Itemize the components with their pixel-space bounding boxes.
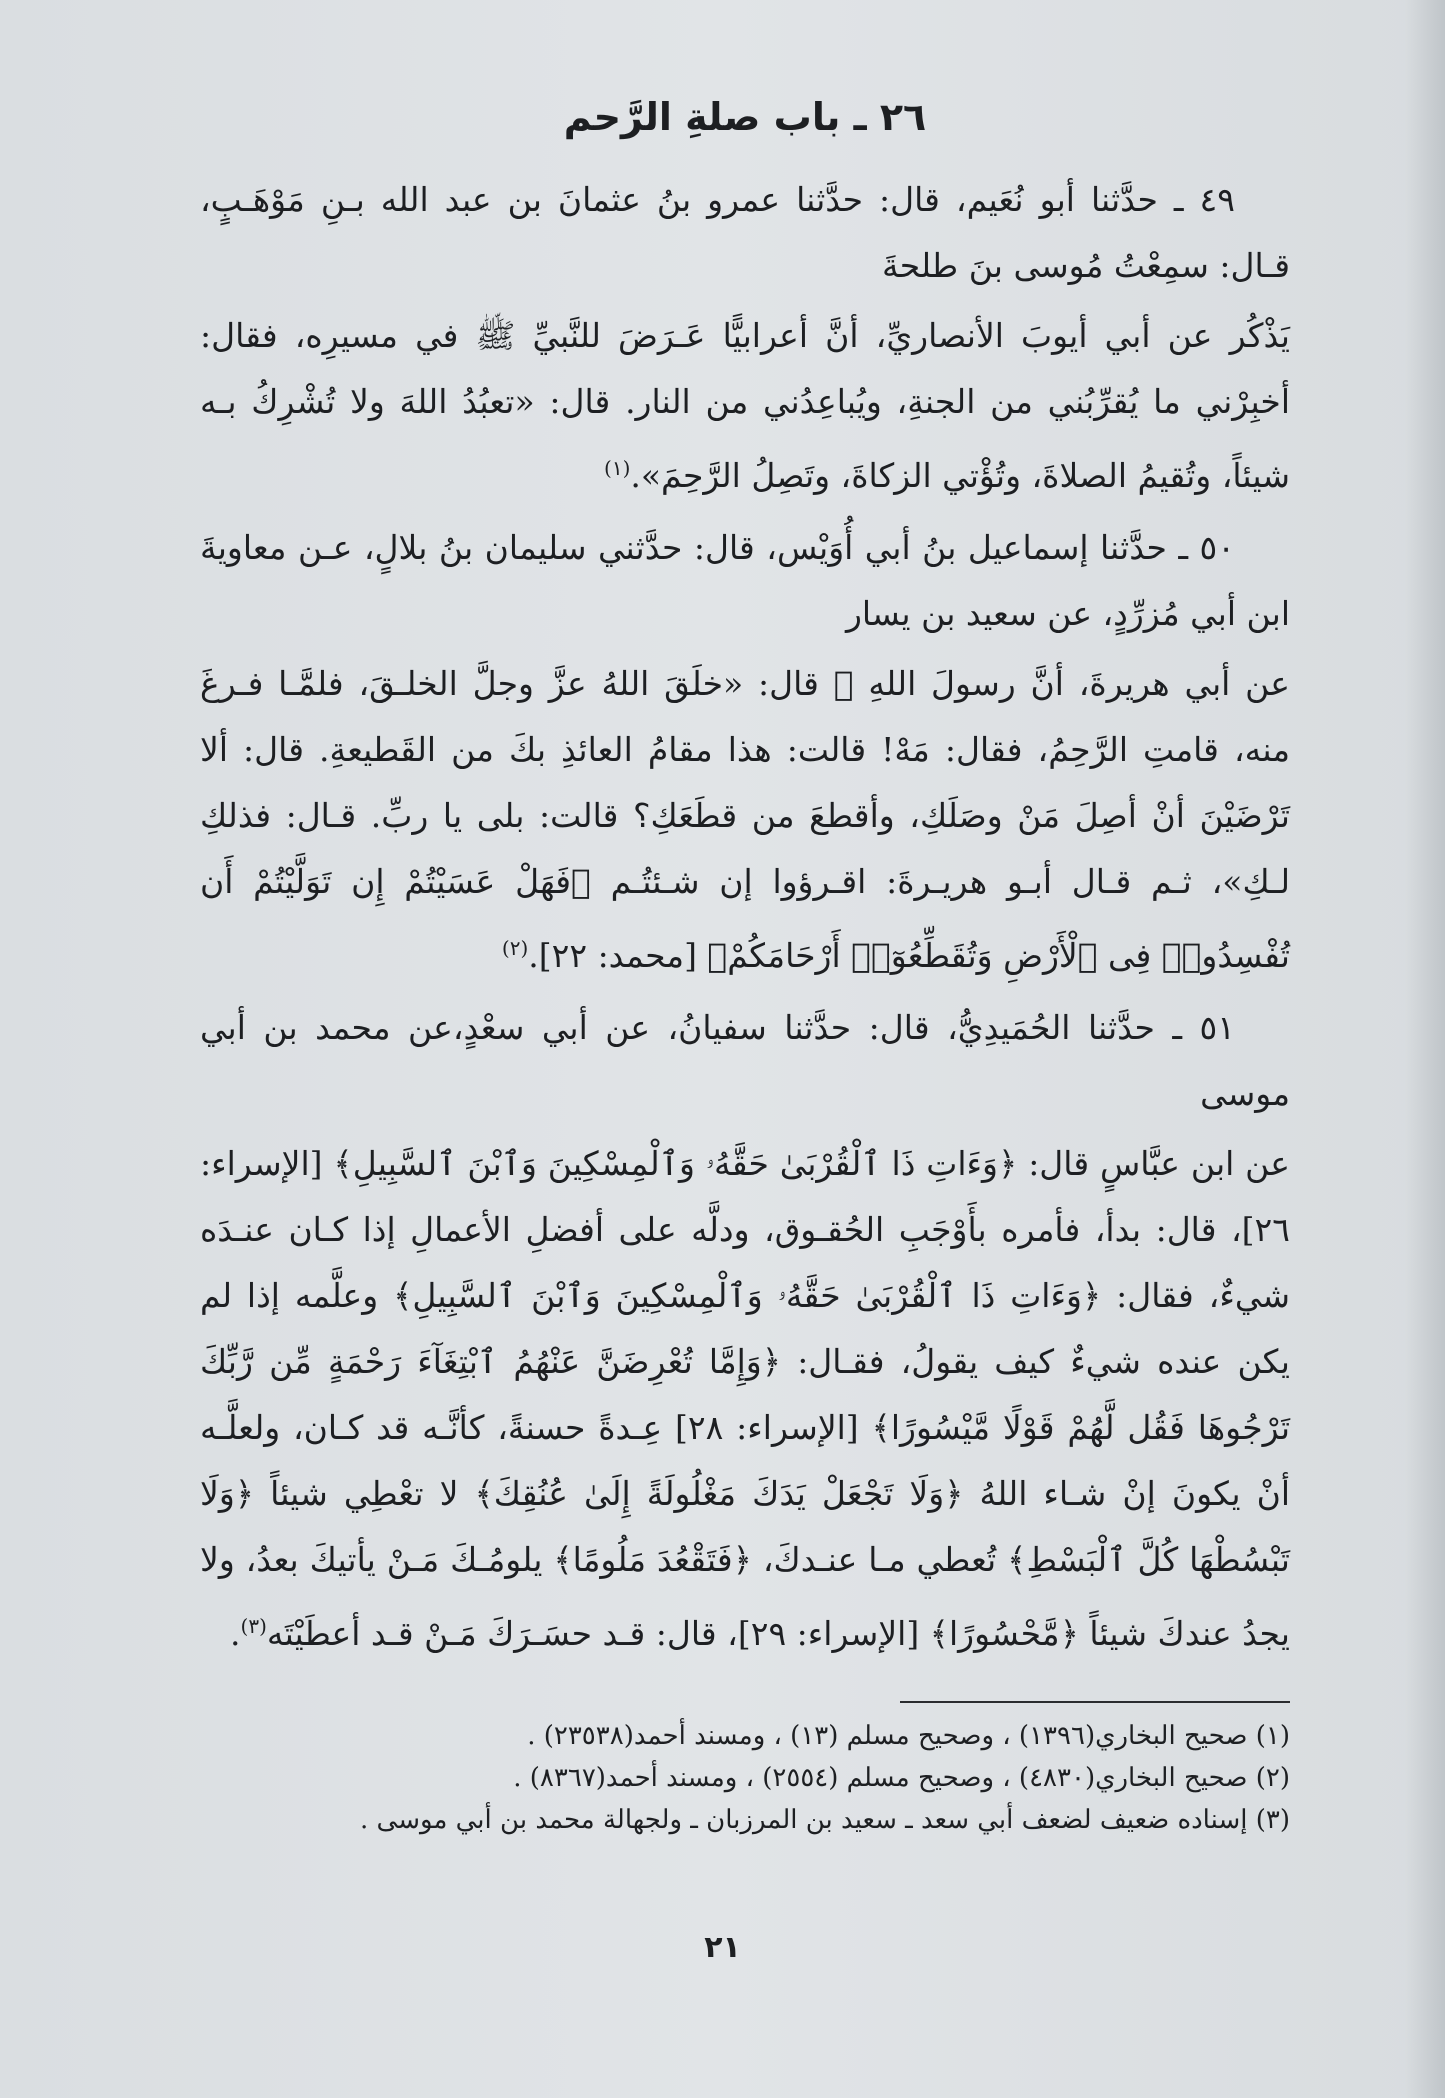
page-number: ٢١ <box>704 1930 741 1965</box>
footnote-ref-2[interactable]: (٢) <box>501 936 529 960</box>
hadith-50-isnad-text: ٥٠ ـ حدَّثنا إسماعيل بنُ أبي أُوَيْس، قال: حدَّثني سليمان بنُ بلالٍ، عـن معاويةَ ابن أبي مُزرِّدٍ، عن سعيد بن يسار <box>200 528 1290 633</box>
hadith-49-matn <box>200 303 1290 509</box>
hadith-51-isnad-text: ٥١ ـ حدَّثنا الحُمَيدِيُّ، قال: حدَّثنا سفيانُ، عن أبي سعْدٍ،عن محمد بن أبي موسى <box>200 1008 1290 1113</box>
hadith-49-matn-text: يَذْكُر عن أبي أيوبَ الأنصاريِّ، أنَّ أعرابيًّا عَـرَضَ للنَّبيِّ ﷺ في مسيرِه، فقال: أخبِرْني ما يُقرِّبُني من الجنةِ، ويُباعِدُني من النار. قال: «تعبُدُ اللهَ ولا تُشْرِكُ بـه شيئاً، وتُقيمُ الصلاةَ، وتُؤْتي الزكاةَ، وتَصِلُ الرَّحِمَ». <box>200 316 1290 495</box>
hadith-50-matn-text: عن أبي هريرةَ، أنَّ رسولَ اللهِ ﷺ قال: «خلَقَ اللهُ عزَّ وجلَّ الخلـقَ، فلمَّـا فـرغَ منه، قامتِ الرَّحِمُ، فقال: مَهْ! قالت: هذا مقامُ العائذِ بكَ من القَطيعةِ. قال: ألا تَرْضَيْنَ أنْ أصِلَ مَنْ وصَلَكِ، وأقطعَ من قطَعَكِ؟ قالت: بلى يا ربِّ. قـال: فذلكِ لـكِ»، ثـم قـال أبـو هريـرةَ: اقـرؤوا إن شـئتُـم ﴿فَهَلْ عَسَيْتُمْ إِن تَوَلَّيْتُمْ أَن تُفْسِدُوا۟ فِى ٱلْأَرْضِ وَتُقَطِّعُوٓا۟ أَرْحَامَكُمْ﴾ [محمد: ٢٢]. <box>200 664 1290 975</box>
page-spine-shadow <box>1405 0 1445 2098</box>
page-content <box>200 95 1290 1841</box>
chapter-title: ٢٦ ـ باب صلةِ الرَّحم <box>563 95 927 139</box>
hadith-49-isnad <box>200 167 1290 299</box>
footnote-separator <box>900 1701 1290 1703</box>
hadith-51-isnad <box>200 995 1290 1127</box>
footnote-ref-3[interactable]: (٣) <box>240 1614 267 1638</box>
hadith-51-matn: عن ابن عبَّاسٍ قال: ﴿وَءَاتِ ذَا ٱلْقُرْبَىٰ حَقَّهُۥ وَٱلْمِسْكِينَ وَٱبْنَ ٱلسَّبِيلِ﴾ [الإسراء: ٢٦]، قال: بدأ، فأمره بأَوْجَبِ الحُقـوق، ودلَّه على أفضلِ الأعمالِ إذا كـان عنـدَه شيءٌ، فقال: ﴿وَءَاتِ ذَا ٱلْقُرْبَىٰ حَقَّهُۥ وَٱلْمِسْكِينَ وَٱبْنَ ٱلسَّبِيلِ﴾ وعلَّمه إذا لم يكن عنده شيءٌ كيف يقولُ، فقـال: ﴿وَإِمَّا تُعْرِضَنَّ عَنْهُمُ ٱبْتِغَآءَ رَحْمَةٍ مِّن رَّبِّكَ تَرْجُوهَا فَقُل لَّهُمْ قَوْلًا مَّيْسُورًا﴾ [الإسراء: ٢٨] عِـدةً حسنةً، كأنَّـه قد كـان، ولعلَّـه أنْ يكونَ إنْ شـاء اللهُ ﴿وَلَا تَجْعَلْ يَدَكَ مَغْلُولَةً إِلَىٰ عُنُقِكَ﴾ لا تعْطِي شيئاً ﴿وَلَا تَبْسُطْهَا كُلَّ ٱلْبَسْطِ﴾ تُعطي مـا عنـدكَ، ﴿فَتَقْعُدَ مَلُومًا﴾ يلومُـكَ مَـنْ يأتيكَ بعدُ، ولا يجدُ عندكَ شيئاً ﴿مَّحْسُورًا﴾ [الإسراء: ٢٩]، قال: قـد حسَـرَكَ مَـنْ قـد أعطَيْتَه$^{(٣)}$. <box>200 1144 1291 1653</box>
hadith-51-matn-text: عن ابن عبَّاسٍ قال: ﴿وَءَاتِ ذَا ٱلْقُرْبَىٰ حَقَّهُۥ وَٱلْمِسْكِينَ وَٱبْنَ ٱلسَّبِيلِ﴾ [الإسراء: ٢٦]، قال: بدأ، فأمره بأَوْجَبِ الحُقـوق، ودلَّه على أفضلِ الأعمالِ إذا كـان عنـدَه شيءٌ، فقال: ﴿وَءَاتِ ذَا ٱلْقُرْبَىٰ حَقَّهُۥ وَٱلْمِسْكِينَ وَٱبْنَ ٱلسَّبِيلِ﴾ وعلَّمه إذا لم يكن عنده شيءٌ كيف يقولُ، فقـال: ﴿وَإِمَّا تُعْرِضَنَّ عَنْهُمُ ٱبْتِغَآءَ رَحْمَةٍ مِّن رَّبِّكَ تَرْجُوهَا فَقُل لَّهُمْ قَوْلًا مَّيْسُورًا﴾ [الإسراء: ٢٨] عِـدةً حسنةً، كأنَّـه قد كـان، ولعلَّـه أنْ يكونَ إنْ شـاء اللهُ ﴿وَلَا تَجْعَلْ يَدَكَ مَغْلُولَةً إِلَىٰ عُنُقِكَ﴾ لا تعْطِي شيئاً ﴿وَلَا تَبْسُطْهَا كُلَّ ٱلْبَسْطِ﴾ تُعطي مـا عنـدكَ، ﴿فَتَقْعُدَ مَلُومًا﴾ يلومُـكَ مَـنْ يأتيكَ بعدُ، ولا يجدُ عندكَ شيئاً ﴿مَّحْسُورًا﴾ [الإسراء: ٢٩]، قال: قـد حسَـرَكَ مَـنْ قـد أعطَيْتَه <box>200 1144 1291 1653</box>
hadith-50-matn <box>200 651 1290 989</box>
footnote-3: (٣) إسناده ضعيف لضعف أبي سعد ـ سعيد بن المرزبان ـ ولجهالة محمد بن أبي موسى . <box>360 1805 1290 1835</box>
footnote-1: (١) صحيح البخاري(١٣٩٦) ، وصحيح مسلم (١٣) ، ومسند أحمد(٢٣٥٣٨) . <box>527 1721 1290 1751</box>
footnote-ref-1[interactable]: (١) <box>604 456 631 480</box>
hadith-49-isnad-text: ٤٩ ـ حدَّثنا أبو نُعَيم، قال: حدَّثنا عمرو بنُ عثمانَ بن عبد الله بـنِ مَوْهَـبٍ، قـال: سمِعْتُ مُوسى بنَ طلحةَ <box>200 180 1290 285</box>
footnote-2: (٢) صحيح البخاري(٤٨٣٠) ، وصحيح مسلم (٢٥٥٤) ، ومسند أحمد(٨٣٦٧) . <box>513 1763 1290 1793</box>
hadith-50-isnad <box>200 515 1290 647</box>
